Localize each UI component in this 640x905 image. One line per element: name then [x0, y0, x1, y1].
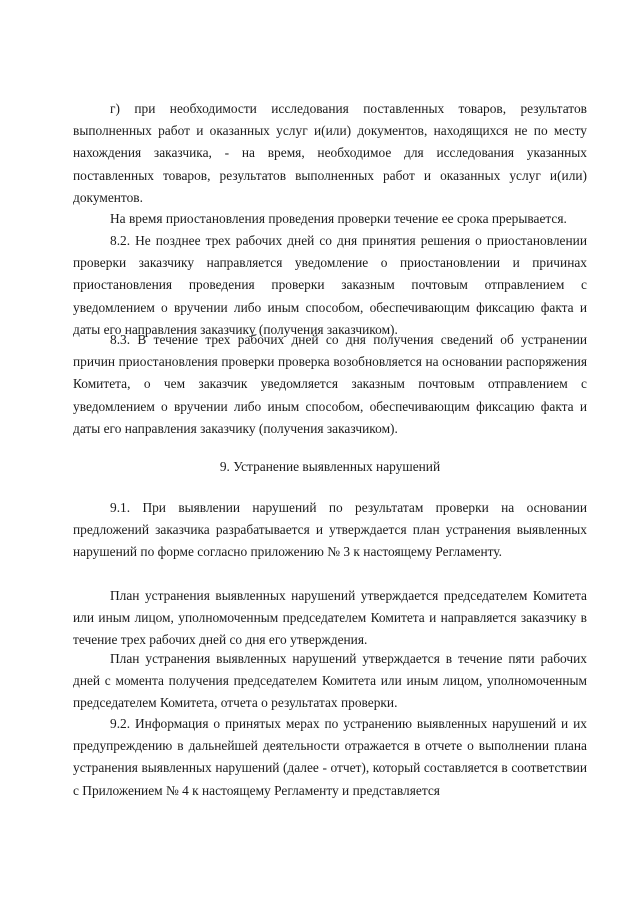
paragraph-8-1-g: г) при необходимости исследования поставленных товаров, результатов выполненных работ и оказанных услуг и(или) документов, находящихся не по месту нахождения заказчика, - на время, необходимое для исследования указанных поставленных товаров, результатов выполненных работ и оказанных услуг и(или) документов. — [73, 101, 587, 205]
section-heading-9: 9. Устранение выявленных нарушений — [219, 459, 441, 474]
paragraph-plan-approval: План устранения выявленных нарушений утверждается председателем Комитета или иным лицом, уполномоченным председателем Комитета и направляется заказчику в течение трех рабочих дней со дня его утверждения. — [73, 588, 587, 648]
paragraph-8-2: 8.2. Не позднее трех рабочих дней со дня принятия решения о приостановлении проверки заказчику направляется уведомление о приостановлении и причинах приостановления проведения проверки заказным почтовым отправлением с уведомлением о вручении либо иным способом, обеспечивающим фиксацию факта и даты его направления заказчику (получения заказчиком). — [73, 233, 587, 337]
paragraph-suspension-term: На время приостановления проведения проверки течение ее срока прерывается. — [110, 211, 567, 226]
paragraph-plan-term: План устранения выявленных нарушений утверждается в течение пяти рабочих дней с момента получения председателем Комитета или иным лицом, уполномоченным председателем Комитета, отчета о результатах проверки. — [73, 651, 587, 711]
paragraph-8-3: 8.3. В течение трех рабочих дней со дня получения сведений об устранении причин приостановления проверки проверка возобновляется на основании распоряжения Комитета, о чем заказчик уведомляется заказным почтовым отправлением с уведомлением о вручении либо иным способом, обеспечивающим фиксацию факта и даты его направления заказчику (получения заказчиком). — [73, 332, 587, 436]
paragraph-9-2: 9.2. Информация о принятых мерах по устранению выявленных нарушений и их предупреждению в дальнейшей деятельности отражается в отчете о выполнении плана устранения выявленных нарушений (далее - отчет), который составляется в соответствии с Приложением № 4 к настоящему Регламенту и представляется — [73, 716, 587, 798]
paragraph-9-1: 9.1. При выявлении нарушений по результатам проверки на основании предложений заказчика разрабатывается и утверждается план устранения выявленных нарушений по форме согласно приложению № 3 к настоящему Регламенту. — [73, 500, 587, 560]
